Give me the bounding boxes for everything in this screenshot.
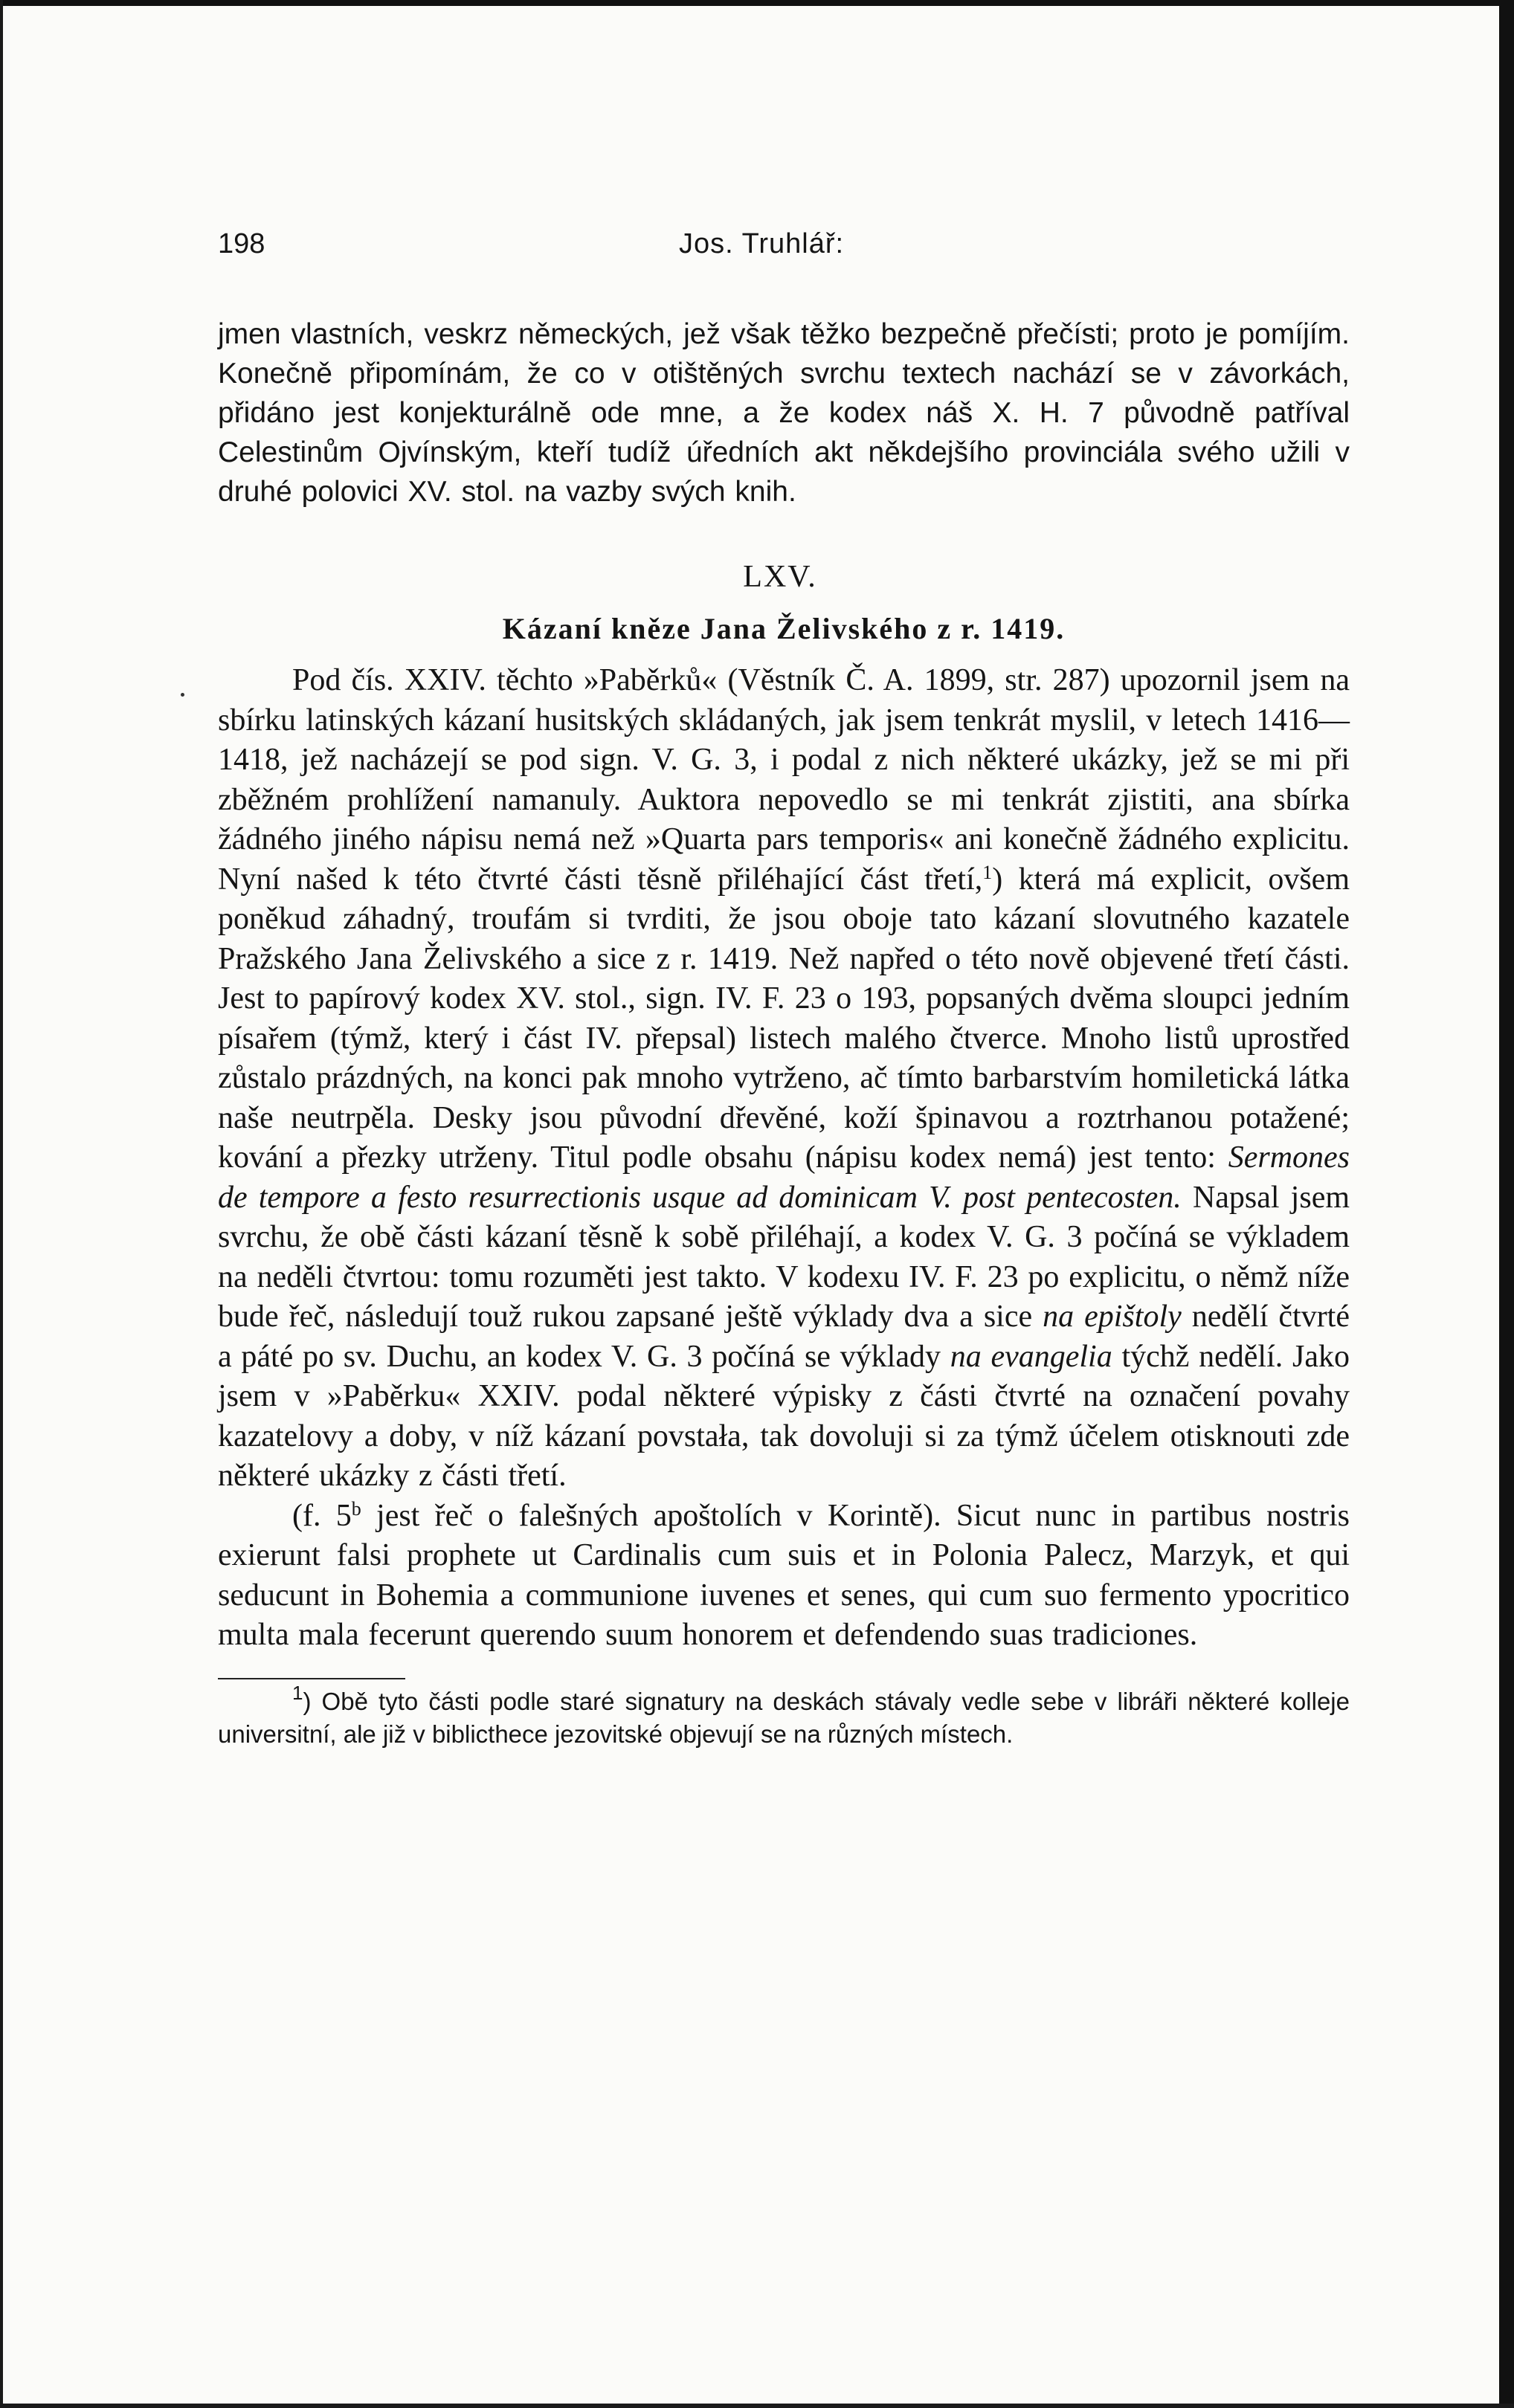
intro-paragraph: jmen vlastních, veskrz německých, jež však těžko bezpečně přečísti; proto je pomíjím. Konečně připomínám, že co v otištěných svrchu textech nachází se v závorkách, přidáno jest konjekturálně ode mne, a že kodex náš X. H. 7 původně patříval Celestinům Ojvínským, kteří tudíž úředních akt někdejšího provinciála svého užili v druhé polovici XV. stol. na vazby svých knih.	[218, 318, 1350, 508]
footnote-marker: 1	[292, 1681, 303, 1704]
quote-paragraph	[218, 1497, 1350, 1656]
main-paragraph-part-2: ) která má explicit, ovšem poněkud záhadný, troufám si tvrditi, že jsou oboje tato kázaní slovutného kazatele Pražského Jana Želivského a sice z r. 1419. Než napřed o této nově objevené třetí části. Jest to papírový kodex XV. stol., sign. IV. F. 23 o 193, popsaných dvěma sloupci jedním písařem (týmž, který i část IV. přepsal) listech malého čtverce. Mnoho listů uprostřed zůstalo prázdných, na konci pak mnoho vytrženo, ač tímto barbarstvím homiletická látka naše neutrpěla. Desky jsou původní dřevěné, koží špinavou a roztrhanou potažené; kování a přezky utrženy. Titul podle obsahu (nápisu kodex nemá) jest tento:	[218, 862, 1350, 1175]
quote-paragraph-text: jest řeč o falešných apoštolích v Korintě). Sicut nunc in partibus nostris exierunt falsi prophete ut Cardinalis cum suis et in Polonia Palecz, Marzyk, et qui seducunt in Bohemia a communione iuvenes et senes, qui cum suo fermento ypocritico multa mala fecerunt querendo suum honorem et defendendo suas tradiciones.	[218, 1498, 1350, 1652]
page-number: 198	[218, 228, 265, 259]
scan-border-bottom	[0, 2404, 1514, 2408]
body-text	[218, 314, 1350, 1751]
header-author: Jos. Truhlář:	[679, 228, 845, 259]
running-head	[218, 212, 1350, 259]
scan-border-left	[0, 0, 3, 2408]
codex-title-italic: Sermones de tempore a festo resurrectionis usque ad dominicam V. post pentecosten.	[218, 1140, 1350, 1215]
footnote-divider	[218, 1678, 405, 1679]
main-paragraph-part-4: nedělí čtvrté a páté po sv. Duchu, an kodex V. G. 3 počíná se výklady	[218, 1300, 1350, 1374]
main-paragraph	[218, 661, 1350, 1497]
scan-border-right	[1499, 0, 1514, 2408]
footnote	[218, 1681, 1350, 1751]
main-paragraph-part-5: týchž nedělí. Jako jsem v »Paběrku« XXIV. podal některé výpisky z části čtvrté na označení povahy kazatelovy a doby, v níž kázaní povstała, tak dovoluji si za týmž účelem otisknouti zde některé ukázky z části třetí.	[218, 1339, 1350, 1493]
main-paragraph-part-1: Pod čís. XXIV. těchto »Paběrků« (Věstník Č. A. 1899, str. 287) upozornil jsem na sbírku latinských kázaní husitských skládaných, jak jsem tenkrát myslil, v letech 1416—1418, jež nacházejí se pod sign. V. G. 3, i podal z nich některé ukázky, jež se mi při zběžném prohlížení namanuly. Auktora nepovedlo se mi tenkrát zjistiti, ana sbírka žádného jiného nápisu nemá než »Quarta pars temporis« ani konečně žádného explicitu. Nyní našed k této čtvrté části těsně přiléhající část třetí,	[218, 663, 1350, 897]
page-content	[218, 212, 1350, 1751]
footnote-reference: 1	[982, 861, 993, 883]
section-title: Kázaní kněze Jana Želivského z r. 1419.	[502, 612, 1066, 645]
main-paragraph-part-3: Napsal jsem svrchu, že obě části kázaní těsně k sobě přiléhají, a kodex V. G. 3 počíná se výkladem na neděli čtvrtou: tomu rozuměti jest takto. V kodexu IV. F. 23 po explicitu, o němž níže bude řeč, následují touž rukou zapsané ještě výklady dva a sice	[218, 1180, 1350, 1334]
folio-superscript: b	[351, 1497, 361, 1520]
section-number: LXV.	[743, 560, 817, 594]
quote-paragraph-start: (f. 5	[292, 1498, 352, 1533]
scan-border-top	[0, 0, 1514, 6]
footnote-text: ) Obě tyto části podle staré signatury na deskách stávaly vedle sebe v libráři některé kolleje universitní, ale již v biblicthece jezovitské objevují se na různých místech.	[218, 1687, 1350, 1748]
italic-na-evangelia: na evangelia	[950, 1339, 1112, 1374]
margin-speck	[181, 693, 184, 697]
italic-na-epistoly: na epištoly	[1043, 1300, 1182, 1334]
